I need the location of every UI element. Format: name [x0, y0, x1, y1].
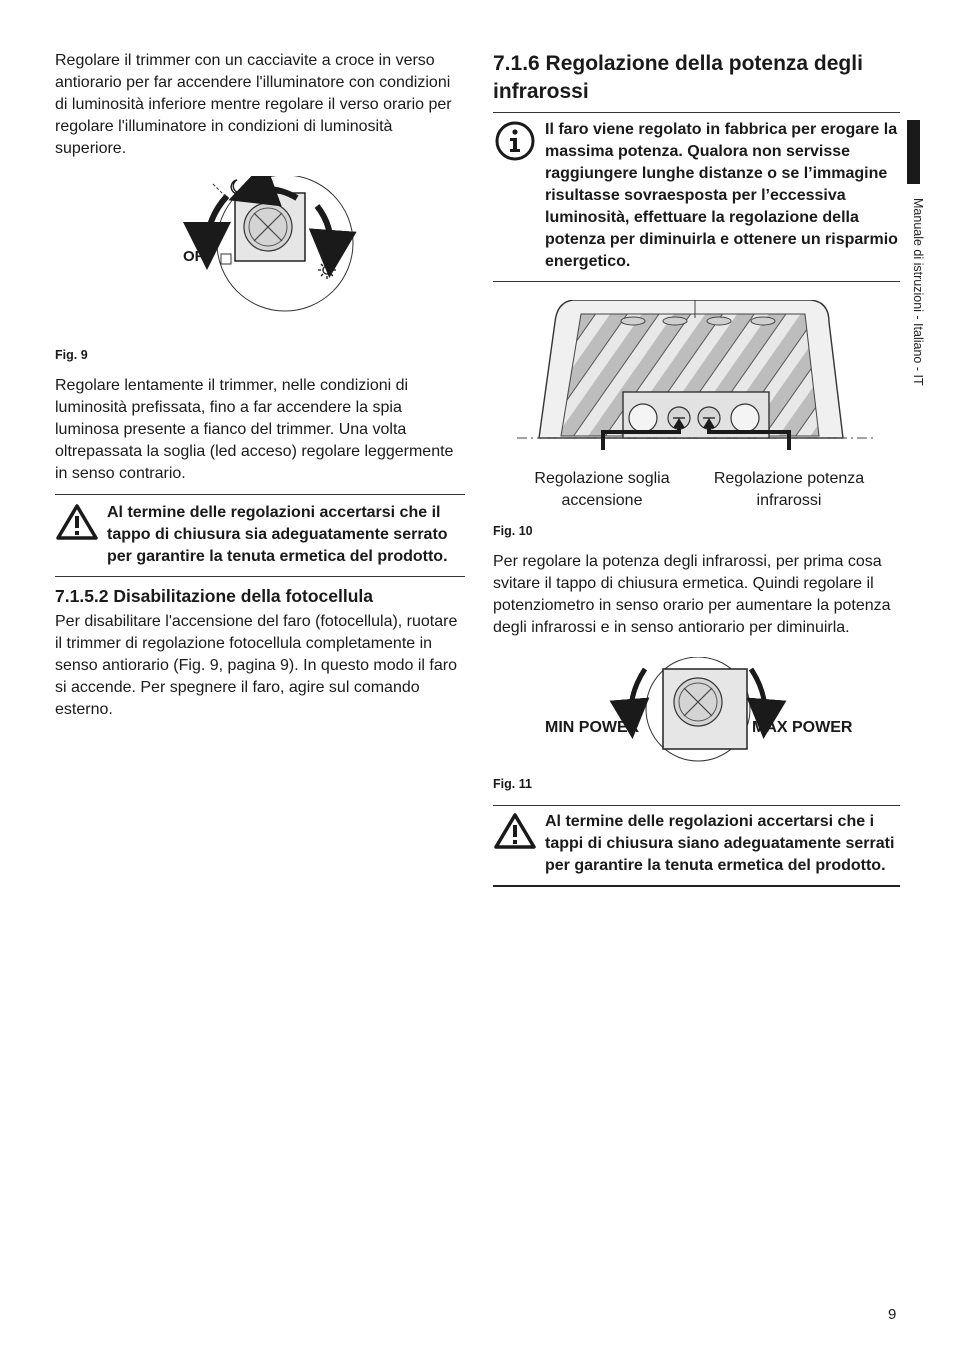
off-label: OFF: [183, 248, 213, 265]
min-arrow: [631, 669, 645, 719]
warning-icon: [55, 502, 99, 542]
warning-text-1: Al termine delle regolazioni accertarsi che il tappo di chiusura sia adeguatamente serrato per garantire la tenuta ermetica del prodotto.: [107, 504, 448, 565]
sidebar-title: Manuale di istruzioni - Italiano - IT: [911, 198, 925, 386]
subheading-fotocellula: 7.1.5.2 Disabilitazione della fotocellula: [55, 586, 374, 606]
fig11-caption: Fig. 11: [493, 777, 532, 791]
label-potenza: Regolazione potenza infrarossi: [713, 470, 865, 509]
page-number: 9: [888, 1306, 897, 1323]
info-icon: [493, 119, 537, 163]
paragraph-2: Regolare lentamente il trimmer, nelle condizioni di luminosità prefissata, fino a far accendere la spia luminosa presente a fianco del trimmer. Una volta oltrepassata la soglia (led acceso) regolare leggermente in senso contrario.: [55, 377, 454, 482]
warning-text-2: Al termine delle regolazioni accertarsi che i tappi di chiusura siano adeguatamente serrati per garantire la tenuta ermetica del prodotto.: [545, 813, 895, 874]
intro-paragraph: Regolare il trimmer con un cacciavite a croce in verso antiorario per far accendere l'illuminatore con condizioni di luminosità inferiore mentre regolare il verso orario per regolare l'illuminatore in condizioni di luminosità superiore.: [55, 52, 452, 157]
fig9-caption: Fig. 9: [55, 348, 88, 362]
max-power-label: MAX POWER: [752, 719, 853, 736]
right-column: [493, 50, 900, 887]
power-trimmer-diagram: [493, 657, 900, 767]
figure-10: [493, 300, 900, 518]
info-notice: [493, 112, 900, 282]
info-text: Il faro viene regolato in fabbrica per erogare la massima potenza. Qualora non servisse raggiungere lunghe distanze o se l’immagine risultasse sovraesposta per l’eccessiva luminosità, effettuare la regolazione della potenza per diminuirla e ottenere un risparmio energetico.: [545, 121, 898, 270]
label-soglia: Regolazione soglia accensione: [534, 470, 670, 509]
moon-icon: [231, 180, 243, 194]
fig10-caption: Fig. 10: [493, 524, 533, 538]
warning-notice-2: [493, 805, 900, 887]
cw-arrow: [317, 206, 331, 254]
max-arrow: [751, 669, 765, 719]
power-paragraph: Per regolare la potenza degli infrarossi, per prima cosa svitare il tappo di chiusura ermetica. Quindi regolare il potenziometro in senso orario per aumentare la potenza degli infrarossi e in senso antiorario per diminuirla.: [493, 553, 891, 636]
figure-11: [493, 657, 900, 767]
paragraph-3: Per disabilitare l'accensione del faro (fotocellula), ruotare il trimmer di regolazione fotocellula completamente in senso antiorario (Fig. 9, pagina 9). In questo modo il faro si accende. Per spegnere il faro, agire sul comando esterno.: [55, 613, 458, 718]
led-indicator: [221, 254, 231, 264]
chapter-tab: [907, 120, 920, 184]
trimmer-diagram: [55, 176, 465, 341]
min-power-label: MIN POWER: [545, 719, 640, 736]
warning-icon: [493, 811, 537, 851]
section-heading: 7.1.6 Regolazione della potenza degli infrarossi: [493, 52, 863, 103]
warning-notice-1: [55, 494, 465, 577]
figure-9: [55, 176, 465, 341]
device-diagram: [493, 300, 900, 450]
sun-icon: [318, 261, 336, 279]
left-column: [55, 50, 465, 721]
